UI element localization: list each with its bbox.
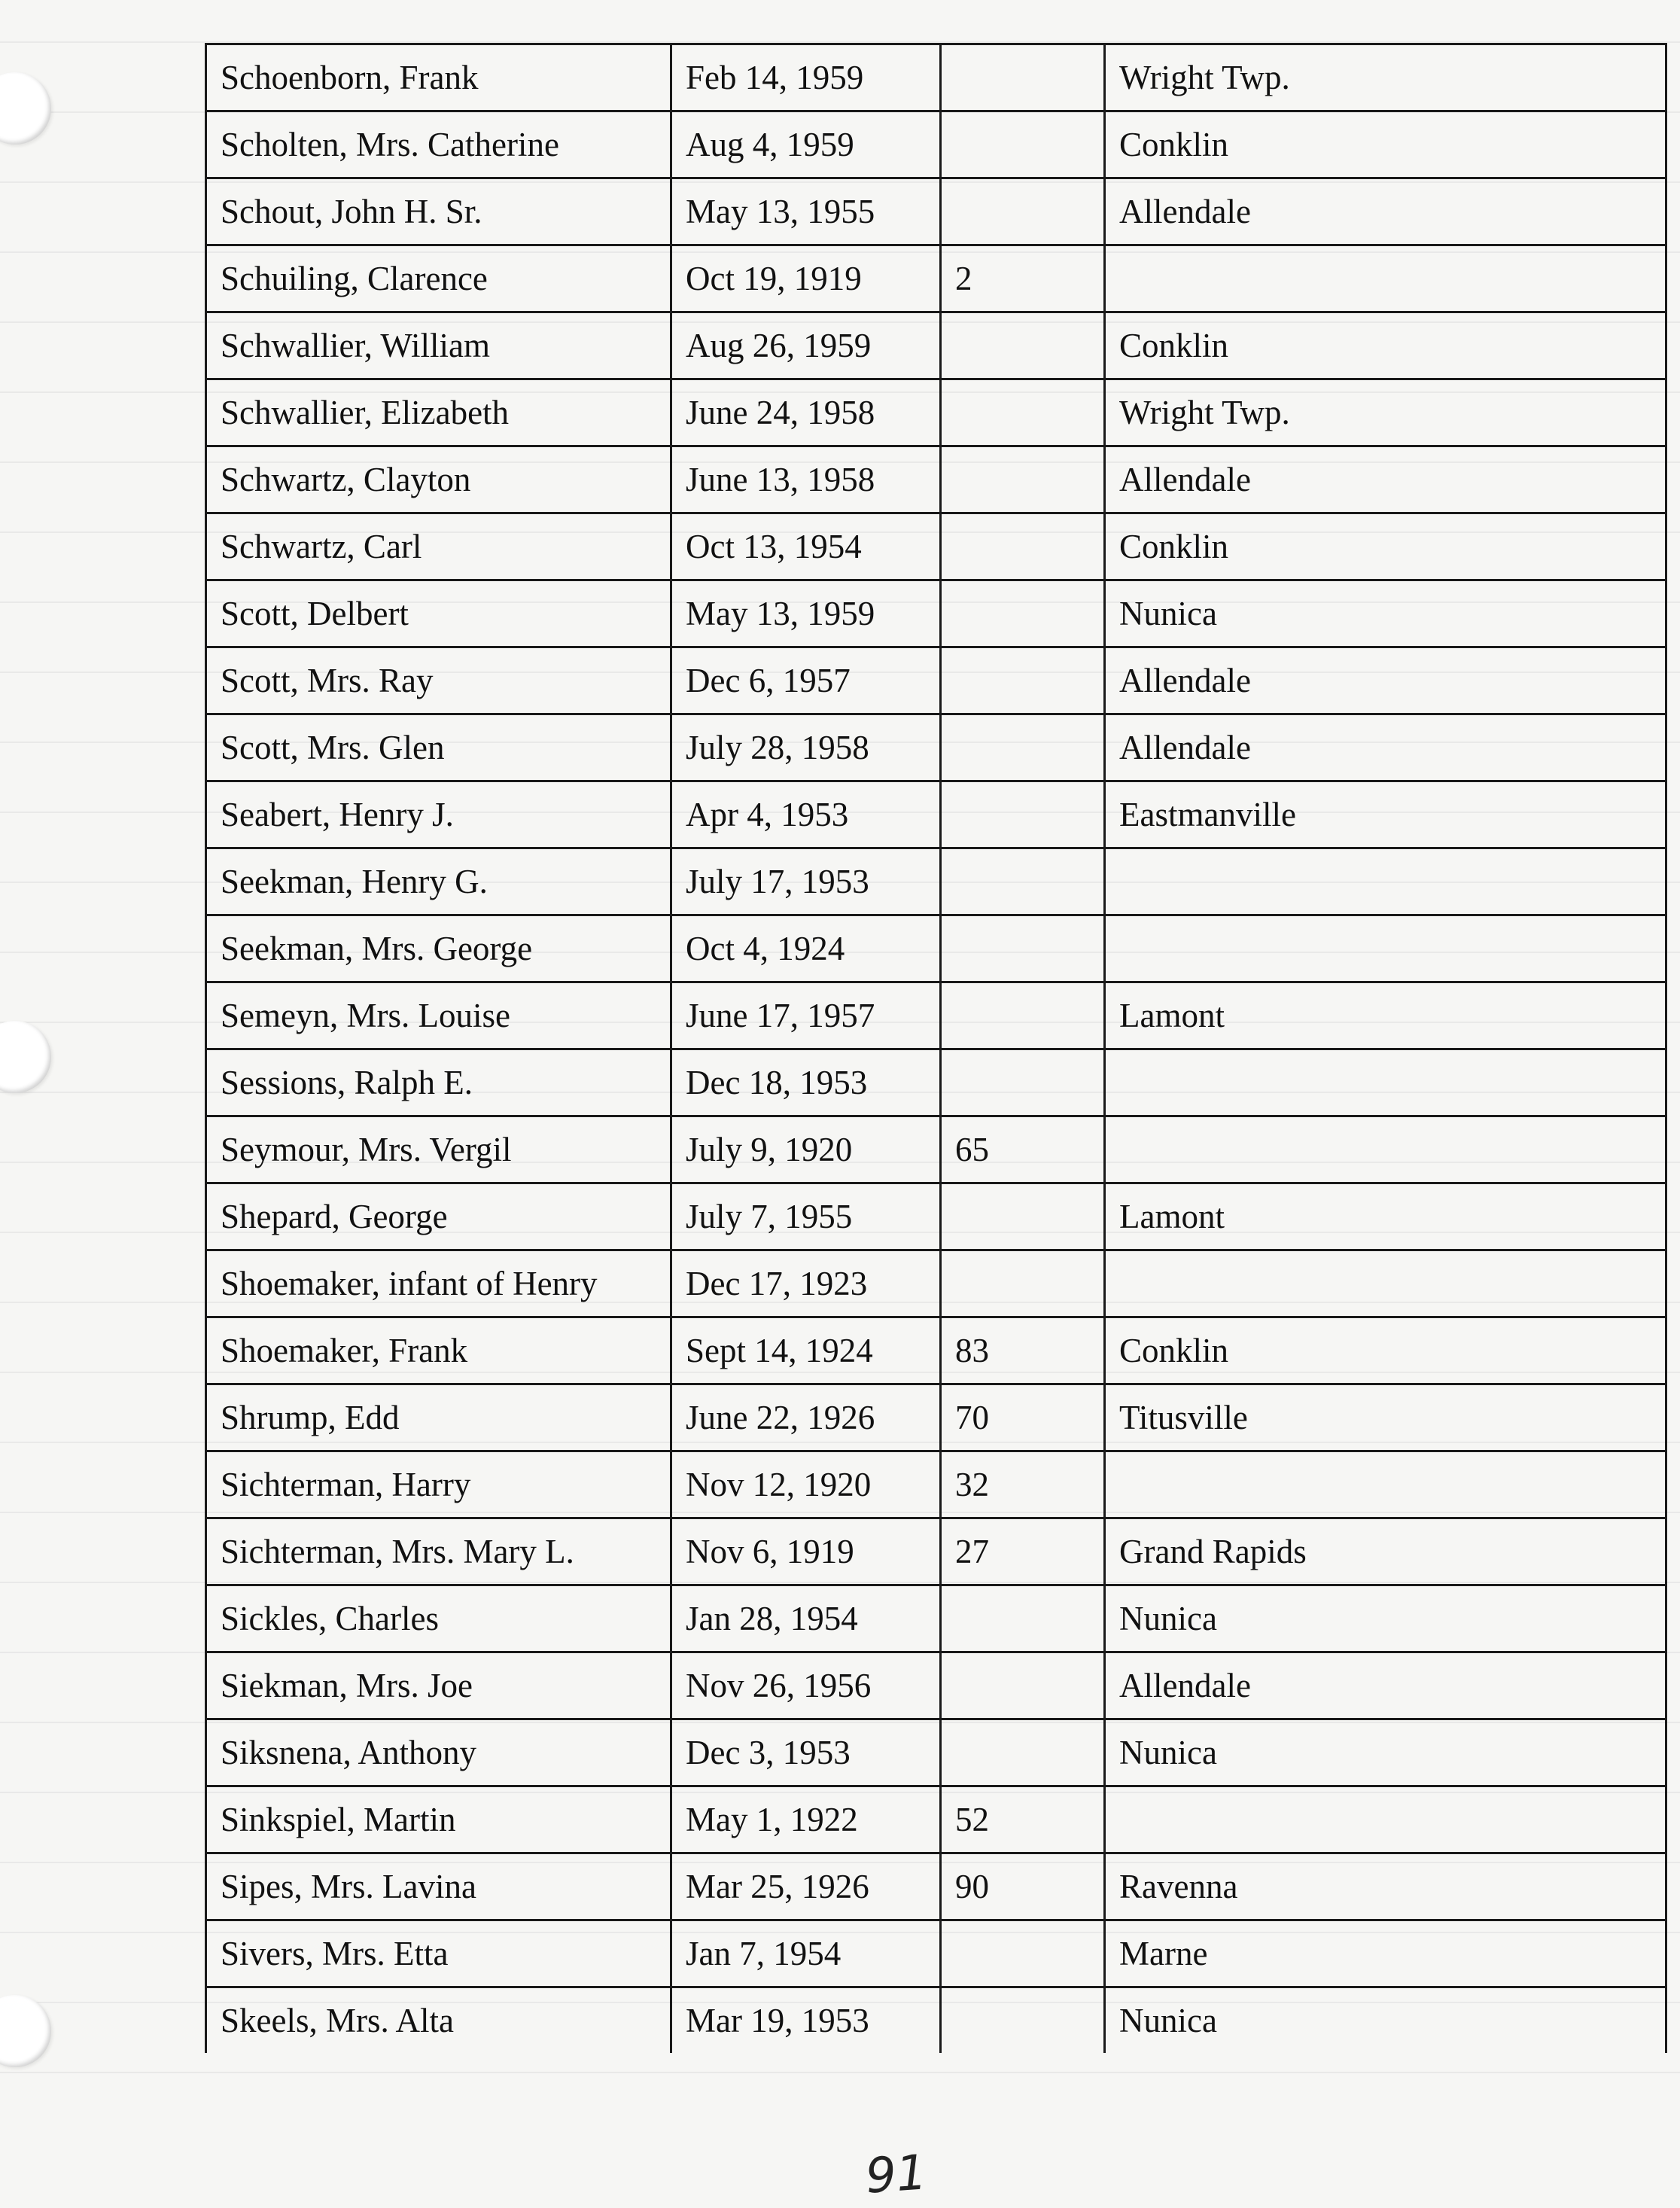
record-place <box>1105 1116 1666 1183</box>
record-place: Nunica <box>1105 1987 1666 2054</box>
table-row <box>206 44 1666 111</box>
record-place: Ravenna <box>1105 1853 1666 1920</box>
table-row <box>206 848 1666 915</box>
table-row <box>206 1920 1666 1987</box>
record-place: Nunica <box>1105 1719 1666 1786</box>
record-name: Sivers, Mrs. Etta <box>206 1920 671 1987</box>
record-place: Allendale <box>1105 647 1666 714</box>
record-date: Oct 13, 1954 <box>671 513 941 580</box>
record-date: Mar 19, 1953 <box>671 1987 941 2054</box>
table-row <box>206 513 1666 580</box>
record-age <box>941 714 1105 781</box>
record-date: July 7, 1955 <box>671 1183 941 1250</box>
table-row <box>206 1116 1666 1183</box>
record-name: Siekman, Mrs. Joe <box>206 1652 671 1719</box>
record-name: Sichterman, Harry <box>206 1451 671 1518</box>
record-age <box>941 1920 1105 1987</box>
record-age <box>941 44 1105 111</box>
register-body <box>206 44 1666 2054</box>
table-row <box>206 245 1666 312</box>
record-age: 90 <box>941 1853 1105 1920</box>
record-place: Conklin <box>1105 513 1666 580</box>
record-date: Jan 7, 1954 <box>671 1920 941 1987</box>
record-age: 27 <box>941 1518 1105 1585</box>
record-date: Aug 26, 1959 <box>671 312 941 379</box>
record-date: May 1, 1922 <box>671 1786 941 1853</box>
record-place <box>1105 1250 1666 1317</box>
record-age: 65 <box>941 1116 1105 1183</box>
record-age <box>941 312 1105 379</box>
record-date: Mar 25, 1926 <box>671 1853 941 1920</box>
table-row <box>206 178 1666 245</box>
record-age <box>941 446 1105 513</box>
record-date: July 17, 1953 <box>671 848 941 915</box>
record-place <box>1105 915 1666 982</box>
record-date: Oct 4, 1924 <box>671 915 941 982</box>
record-date: June 24, 1958 <box>671 379 941 446</box>
binder-hole-middle <box>0 1021 51 1093</box>
record-place <box>1105 1786 1666 1853</box>
record-name: Seabert, Henry J. <box>206 781 671 848</box>
table-row <box>206 446 1666 513</box>
record-name: Shrump, Edd <box>206 1384 671 1451</box>
record-name: Sipes, Mrs. Lavina <box>206 1853 671 1920</box>
record-date: May 13, 1959 <box>671 580 941 647</box>
record-age <box>941 982 1105 1049</box>
record-age <box>941 379 1105 446</box>
record-name: Seekman, Mrs. George <box>206 915 671 982</box>
table-row <box>206 1384 1666 1451</box>
record-age <box>941 1652 1105 1719</box>
record-place <box>1105 1451 1666 1518</box>
page-number: 91 <box>863 2145 929 2205</box>
record-place: Marne <box>1105 1920 1666 1987</box>
record-date: Dec 3, 1953 <box>671 1719 941 1786</box>
record-place: Allendale <box>1105 446 1666 513</box>
record-age <box>941 580 1105 647</box>
table-row <box>206 111 1666 178</box>
record-place: Conklin <box>1105 1317 1666 1384</box>
table-row <box>206 781 1666 848</box>
table-row <box>206 1317 1666 1384</box>
record-name: Schwartz, Carl <box>206 513 671 580</box>
record-name: Sichterman, Mrs. Mary L. <box>206 1518 671 1585</box>
record-age <box>941 915 1105 982</box>
record-name: Shoemaker, Frank <box>206 1317 671 1384</box>
record-name: Scott, Mrs. Glen <box>206 714 671 781</box>
table-row <box>206 1250 1666 1317</box>
record-date: Dec 17, 1923 <box>671 1250 941 1317</box>
record-place: Nunica <box>1105 580 1666 647</box>
record-date: Sept 14, 1924 <box>671 1317 941 1384</box>
table-row <box>206 915 1666 982</box>
record-name: Schuiling, Clarence <box>206 245 671 312</box>
table-row <box>206 1451 1666 1518</box>
table-row <box>206 1585 1666 1652</box>
table-row <box>206 714 1666 781</box>
record-age: 83 <box>941 1317 1105 1384</box>
record-age: 52 <box>941 1786 1105 1853</box>
record-name: Shepard, George <box>206 1183 671 1250</box>
record-date: Dec 6, 1957 <box>671 647 941 714</box>
table-row <box>206 1518 1666 1585</box>
record-name: Schwartz, Clayton <box>206 446 671 513</box>
binder-hole-bottom <box>0 1995 51 2067</box>
record-place <box>1105 1049 1666 1116</box>
record-name: Semeyn, Mrs. Louise <box>206 982 671 1049</box>
record-age: 32 <box>941 1451 1105 1518</box>
record-place: Allendale <box>1105 714 1666 781</box>
record-age <box>941 1183 1105 1250</box>
record-date: Feb 14, 1959 <box>671 44 941 111</box>
record-age <box>941 513 1105 580</box>
record-name: Scott, Delbert <box>206 580 671 647</box>
table-row <box>206 982 1666 1049</box>
table-row <box>206 1786 1666 1853</box>
record-place <box>1105 245 1666 312</box>
table-row <box>206 1987 1666 2054</box>
record-name: Skeels, Mrs. Alta <box>206 1987 671 2054</box>
record-date: Nov 12, 1920 <box>671 1451 941 1518</box>
record-place <box>1105 848 1666 915</box>
record-place: Lamont <box>1105 982 1666 1049</box>
record-age <box>941 178 1105 245</box>
record-place: Allendale <box>1105 178 1666 245</box>
record-place: Wright Twp. <box>1105 44 1666 111</box>
record-date: July 28, 1958 <box>671 714 941 781</box>
record-place: Wright Twp. <box>1105 379 1666 446</box>
record-name: Sickles, Charles <box>206 1585 671 1652</box>
record-date: Dec 18, 1953 <box>671 1049 941 1116</box>
record-place: Conklin <box>1105 111 1666 178</box>
burial-register-table <box>205 43 1667 2053</box>
record-name: Scholten, Mrs. Catherine <box>206 111 671 178</box>
record-place: Eastmanville <box>1105 781 1666 848</box>
table-row <box>206 1652 1666 1719</box>
record-age <box>941 781 1105 848</box>
record-place: Lamont <box>1105 1183 1666 1250</box>
record-date: June 17, 1957 <box>671 982 941 1049</box>
record-name: Schwallier, Elizabeth <box>206 379 671 446</box>
record-place: Conklin <box>1105 312 1666 379</box>
record-date: Apr 4, 1953 <box>671 781 941 848</box>
record-date: Nov 26, 1956 <box>671 1652 941 1719</box>
record-date: July 9, 1920 <box>671 1116 941 1183</box>
record-age <box>941 848 1105 915</box>
table-row <box>206 647 1666 714</box>
table-row <box>206 580 1666 647</box>
record-age: 70 <box>941 1384 1105 1451</box>
record-place: Grand Rapids <box>1105 1518 1666 1585</box>
record-age <box>941 1987 1105 2054</box>
record-age <box>941 1049 1105 1116</box>
record-date: Jan 28, 1954 <box>671 1585 941 1652</box>
record-name: Siksnena, Anthony <box>206 1719 671 1786</box>
record-name: Schoenborn, Frank <box>206 44 671 111</box>
record-name: Scott, Mrs. Ray <box>206 647 671 714</box>
record-name: Sinkspiel, Martin <box>206 1786 671 1853</box>
record-name: Shoemaker, infant of Henry <box>206 1250 671 1317</box>
record-place: Titusville <box>1105 1384 1666 1451</box>
table-row <box>206 1719 1666 1786</box>
table-row <box>206 1183 1666 1250</box>
record-name: Schwallier, William <box>206 312 671 379</box>
record-date: Aug 4, 1959 <box>671 111 941 178</box>
table-row <box>206 1853 1666 1920</box>
record-place: Nunica <box>1105 1585 1666 1652</box>
record-age <box>941 1250 1105 1317</box>
record-name: Seekman, Henry G. <box>206 848 671 915</box>
table-row <box>206 312 1666 379</box>
record-date: June 13, 1958 <box>671 446 941 513</box>
table-row <box>206 1049 1666 1116</box>
record-age: 2 <box>941 245 1105 312</box>
record-date: Nov 6, 1919 <box>671 1518 941 1585</box>
record-age <box>941 111 1105 178</box>
record-date: May 13, 1955 <box>671 178 941 245</box>
record-name: Seymour, Mrs. Vergil <box>206 1116 671 1183</box>
record-name: Sessions, Ralph E. <box>206 1049 671 1116</box>
record-name: Schout, John H. Sr. <box>206 178 671 245</box>
record-age <box>941 1585 1105 1652</box>
record-age <box>941 1719 1105 1786</box>
binder-hole-top <box>0 72 51 145</box>
record-place: Allendale <box>1105 1652 1666 1719</box>
record-date: June 22, 1926 <box>671 1384 941 1451</box>
table-row <box>206 379 1666 446</box>
record-date: Oct 19, 1919 <box>671 245 941 312</box>
record-age <box>941 647 1105 714</box>
